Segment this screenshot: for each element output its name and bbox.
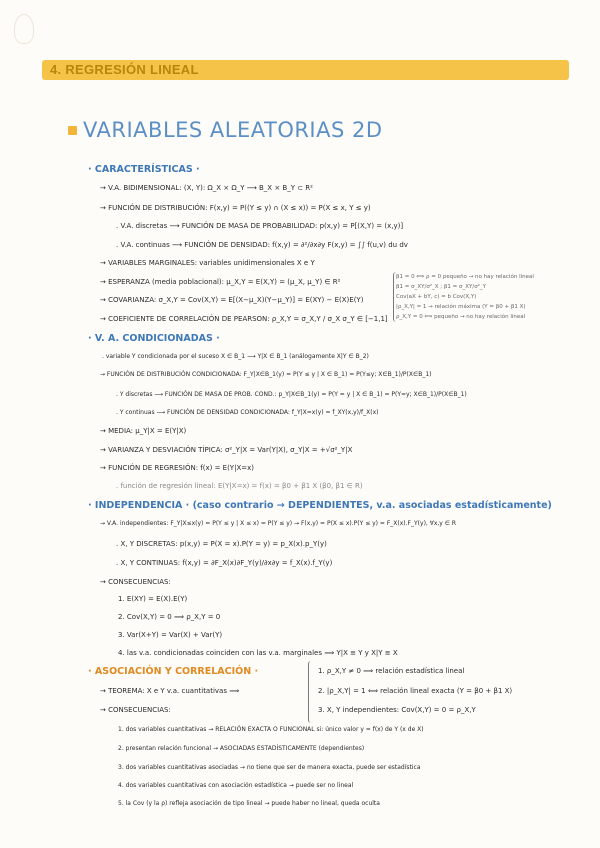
note-line: → CONSECUENCIAS: — [100, 578, 171, 586]
subheading-asociacion: · ASOCIACIÓN Y CORRELACIÓN · — [88, 666, 259, 677]
note-line: 3. dos variables cuantitativas asociadas → no tiene que ser de manera exacta, puede ser estadística — [118, 764, 421, 771]
side-note: β1 = σ_XY/σ²_X ; β1 = σ_XY/σ²_Y — [396, 284, 487, 290]
note-line: . X, Y CONTINUAS: f(x,y) = ∂F_X(x)∂F_Y(y)/∂x∂y = f_X(x).f_Y(y) — [116, 559, 333, 567]
section-title: VARIABLES ALEATORIAS 2D — [83, 118, 383, 142]
note-line: 3. Var(X+Y) = Var(X) + Var(Y) — [118, 631, 223, 639]
note-line: . variable Y condicionada por el suceso X ∈ B_1 ⟶ Y|X ∈ B_1 (análogamente X|Y ∈ B_2) — [102, 353, 369, 360]
theorem-item: 1. ρ_X,Y ≠ 0 ⟹ relación estadística lineal — [318, 667, 465, 675]
theorem-item: 2. |ρ_X,Y| = 1 ⟺ relación lineal exacta (Y = β0 + β1 X) — [318, 687, 513, 695]
note-line: 4. dos variables cuantitativas con asociación estadística → puede ser no lineal — [118, 782, 354, 789]
side-note: |ρ_X,Y| = 1 → relación máxima (Y = β0 + β1 X) — [396, 304, 526, 310]
note-line: → TEOREMA: X e Y v.a. cuantitativas ⟹ — [100, 687, 240, 695]
note-line: 1. dos variables cuantitativas → RELACIÓN EXACTA O FUNCIONAL si: único valor y = f(x) de Y (x de X) — [118, 726, 424, 733]
note-line: → FUNCIÓN DE DISTRIBUCIÓN: F(x,y) = P((Y ≤ y) ∩ (X ≤ x)) = P(X ≤ x, Y ≤ y) — [100, 204, 371, 212]
chapter-title: 4. REGRESIÓN LINEAL — [50, 62, 199, 77]
note-line: . V.A. discretas ⟶ FUNCIÓN DE MASA DE PROBABILIDAD: p(x,y) = P[(X,Y) = (x,y)] — [116, 222, 404, 230]
note-line: . Y discretas ⟶ FUNCIÓN DE MASA DE PROB. COND.: p_Y|X∈B_1(y) = P(Y = y | X ∈ B_1) = P(Y=y; X∈B_1)/P(X∈B_1) — [116, 391, 467, 398]
note-line: . función de regresión lineal: E(Y|X=x) = f(x) = β0 + β1 X (β0, β1 ∈ R) — [116, 482, 363, 490]
note-line: 1. E(XY) = E(X).E(Y) — [118, 595, 188, 603]
note-line: → FUNCIÓN DE REGRESIÓN: f(x) = E(Y|X=x) — [100, 464, 254, 472]
note-line: 4. las v.a. condicionadas coinciden con las v.a. marginales ⟹ Y|X ≡ Y y X|Y ≡ X — [118, 649, 398, 657]
note-line: → VARIANZA Y DESVIACIÓN TÍPICA: σ²_Y|X = Var(Y|X), σ_Y|X = +√σ²_Y|X — [100, 446, 353, 454]
subheading-condicionadas: · V. A. CONDICIONADAS · — [88, 333, 220, 344]
note-line: → V.A. independientes: F_Y|X≤x(y) = P(Y ≤ y | X ≤ x) = P(Y ≤ y) → F(x,y) = P(X ≤ x).P(Y ≤ y) = F_X(x).F_Y(y), ∀x,y ∈ R — [100, 520, 457, 527]
side-notes — [396, 272, 572, 322]
theorem-brace — [308, 661, 313, 723]
note-line: → FUNCIÓN DE DISTRIBUCIÓN CONDICIONADA: F_Y|X∈B_1(y) = P(Y ≤ y | X ∈ B_1) = P(Y≤y; X∈B_1)/P(X∈B_1) — [100, 371, 432, 378]
subheading-caracteristicas: · CARACTERÍSTICAS · — [88, 164, 200, 175]
note-line: → COVARIANZA: σ_X,Y = Cov(X,Y) = E[(X−μ_X)(Y−μ_Y)] = E(XY) − E(X)E(Y) — [100, 296, 364, 304]
section-bullet-icon — [68, 126, 77, 135]
side-note: ρ_X,Y = 0 ⟺ pequeño → no hay relación lineal — [396, 314, 526, 320]
note-line: → V.A. BIDIMENSIONAL: (X, Y): Ω_X × Ω_Y ⟶ B_X × B_Y ⊂ R² — [100, 184, 313, 192]
note-line: . X, Y DISCRETAS: p(x,y) = P(X = x).P(Y = y) = p_X(x).p_Y(y) — [116, 540, 327, 548]
note-line: → VARIABLES MARGINALES: variables unidimensionales X e Y — [100, 259, 315, 267]
note-line: → CONSECUENCIAS: — [100, 706, 171, 714]
theorem-item: 3. X, Y independientes: Cov(X,Y) = 0 = ρ_X,Y — [318, 706, 476, 714]
subheading-independencia: · INDEPENDENCIA · (caso contrario → DEPENDIENTES, v.a. asociadas estadísticamente) — [88, 500, 552, 511]
note-line: → ESPERANZA (media poblacional): μ_X,Y = E(X,Y) = (μ_X, μ_Y) ∈ R² — [100, 278, 341, 286]
side-note: Cov(aX + bY, c) = b Cov(X,Y) — [396, 294, 477, 300]
note-line: 2. presentan relación funcional → ASOCIADAS ESTADÍSTICAMENTE (dependientes) — [118, 745, 365, 752]
note-line: → MEDIA: μ_Y|X = E(Y|X) — [100, 427, 187, 435]
page-corner-mark — [14, 14, 34, 44]
note-line: . V.A. continuas ⟶ FUNCIÓN DE DENSIDAD: f(x,y) = ∂²/∂x∂y F(x,y) = ∫∫ f(u,v) du dv — [116, 241, 408, 249]
side-note: β1 = 0 ⟺ ρ = 0 pequeño → no hay relación lineal — [396, 274, 534, 280]
note-line: → COEFICIENTE DE CORRELACIÓN DE PEARSON: ρ_X,Y = σ_X,Y / σ_X σ_Y ∈ [−1,1] — [100, 315, 388, 323]
note-line: . Y continuas ⟶ FUNCIÓN DE DENSIDAD CONDICIONADA: f_Y|X=x(y) = f_XY(x,y)/f_X(x) — [116, 409, 379, 416]
note-line: 5. la Cov (y la ρ) refleja asociación de tipo lineal → puede haber no lineal, queda oculta — [118, 800, 380, 807]
note-line: 2. Cov(X,Y) = 0 ⟹ ρ_X,Y = 0 — [118, 613, 221, 621]
